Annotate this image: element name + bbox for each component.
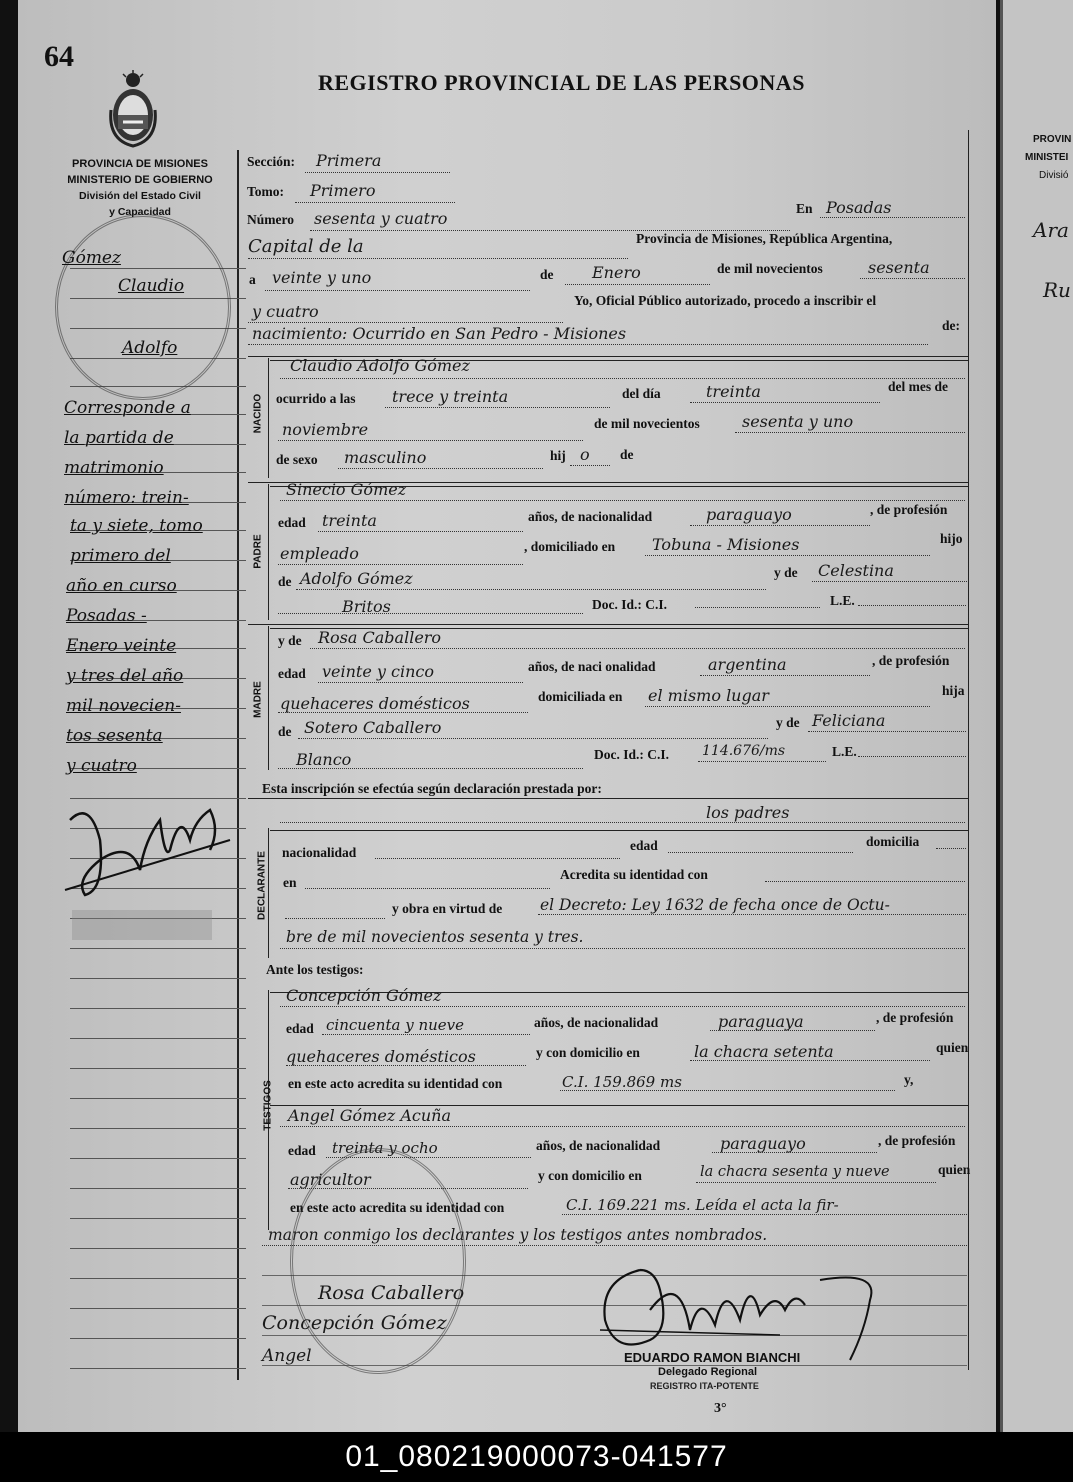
right-border <box>968 130 969 1370</box>
field-t2-dom: la chacra sesenta y nueve <box>700 1164 890 1180</box>
field-seccion: Primera <box>316 151 382 170</box>
margin-note-line: número: trein- <box>64 488 189 508</box>
field-mes: Enero <box>592 263 641 282</box>
label-domiciliado: , domiciliado en <box>524 539 616 554</box>
field-en: Posadas <box>826 198 892 217</box>
field-t1-edad: cincuenta y nueve <box>326 1016 464 1034</box>
label-en-este-acto-2: en este acto acredita su identidad con <box>290 1200 505 1215</box>
label-de-colon: de: <box>942 318 960 333</box>
field-padre-nombre: Sinecio Gómez <box>286 480 407 499</box>
label-hij: hij <box>550 448 566 463</box>
label-y-coma: y, <box>904 1072 914 1087</box>
officer-subtitle: REGISTRO ITA-POTENTE <box>650 1381 759 1391</box>
label-de-sexo: de sexo <box>276 452 318 467</box>
label-en-este-acto: en este acto acredita su identidad con <box>288 1076 503 1091</box>
label-en: En <box>796 201 813 216</box>
label-de-profesion-2: , de profesión <box>872 653 950 668</box>
field-anio: sesenta <box>868 258 930 277</box>
field-t1-dom: la chacra setenta <box>694 1042 834 1061</box>
field-padre-madre-2: Britos <box>342 597 391 616</box>
margin-note-line: Corresponde a <box>64 398 191 418</box>
label-de-profesion: , de profesión <box>870 502 948 517</box>
section-declarante: DECLARANTE <box>256 851 268 920</box>
adjacent-page <box>1000 0 1073 1432</box>
margin-note-line: tos sesenta <box>66 726 163 746</box>
section-testigos: TESTIGOS <box>262 1080 274 1131</box>
field-dia-nac: treinta <box>706 382 761 401</box>
field-madre-nombre: Rosa Caballero <box>318 628 442 647</box>
label-y-obra: y obra en virtud de <box>392 901 503 916</box>
label-de-mil: de mil novecientos <box>717 261 823 276</box>
margin-note-line: mil novecien- <box>66 696 181 716</box>
field-anio-nac: sesenta y uno <box>742 412 854 431</box>
label-del-mes: del mes de <box>888 379 948 394</box>
margin-note-line: Adolfo <box>122 338 178 358</box>
adjacent-header-1: PROVIN <box>1033 134 1072 145</box>
field-padre-prof: empleado <box>280 544 359 563</box>
adjacent-handwriting-1: Ara <box>1033 218 1069 242</box>
page-title: REGISTRO PROVINCIAL DE LAS PERSONAS <box>318 70 805 95</box>
label-le-2: L.E. <box>832 744 857 759</box>
province-name: PROVINCIA DE MISIONES <box>72 158 208 170</box>
field-madre-madre: Feliciana <box>812 711 886 730</box>
label-quien: quien <box>936 1040 969 1055</box>
adjacent-header-2: MINISTEI <box>1025 152 1069 163</box>
field-madre-prof: quehaceres domésticos <box>280 694 470 713</box>
label-edad: edad <box>278 515 306 530</box>
officer-title: Delegado Regional <box>658 1366 758 1378</box>
label-y-de-madre: y de <box>278 633 302 648</box>
field-t2-prof: agricultor <box>290 1170 371 1189</box>
margin-divider <box>237 150 239 1380</box>
field-t1-ci: C.I. 159.869 ms <box>562 1073 682 1091</box>
field-t2-ci-2: maron conmigo los declarantes y los testigos antes nombrados. <box>268 1226 768 1244</box>
label-esta-inscripcion: Esta inscripción se efectúa según declaración prestada por: <box>262 781 602 796</box>
label-en-declarante: en <box>283 875 297 890</box>
label-yo: Yo, Oficial Público autorizado, procedo a inscribir el <box>574 293 877 308</box>
division-name: División del Estado Civil <box>79 190 201 202</box>
field-hij: o <box>580 445 590 464</box>
field-madre-edad: veinte y cinco <box>322 662 435 681</box>
label-acredita: Acredita su identidad con <box>560 867 708 882</box>
field-sexo: masculino <box>344 448 427 467</box>
field-padre-edad: treinta <box>322 511 377 530</box>
section-nacido: NACIDO <box>252 393 264 434</box>
officer-name: EDUARDO RAMON BIANCHI <box>624 1350 801 1365</box>
page-number: 64 <box>44 40 74 73</box>
margin-note-line: matrimonio <box>64 458 164 478</box>
label-doc-id: Doc. Id.: C.I. <box>592 597 668 612</box>
label-tomo: Tomo: <box>247 184 285 199</box>
field-t2-ci: C.I. 169.221 ms. Leída el acta la fir- <box>566 1196 839 1214</box>
label-de-profesion-t2: , de profesión <box>878 1133 956 1148</box>
label-de-profesion-t1: , de profesión <box>876 1010 954 1025</box>
province-header <box>40 156 240 220</box>
label-edad-t2: edad <box>288 1143 316 1158</box>
label-domiciliada: domiciliada en <box>538 689 623 704</box>
field-padre-nac: paraguayo <box>706 505 792 524</box>
field-tomo: Primero <box>310 181 376 200</box>
field-madre-ci: 114.676/ms <box>702 743 786 759</box>
margin-note-line: y tres del año <box>66 666 184 686</box>
label-quien-2: quien <box>938 1162 971 1177</box>
division-name-2: y Capacidad <box>109 206 171 218</box>
margin-note-line: Claudio <box>118 276 185 296</box>
margin-note-line: Enero veinte <box>66 636 177 656</box>
field-declarante: los padres <box>706 803 790 822</box>
label-le: L.E. <box>830 593 855 608</box>
adjacent-handwriting-2: Ru <box>1043 278 1071 302</box>
field-capital: Capital de la <box>248 236 364 257</box>
field-nombre: Claudio Adolfo Gómez <box>290 356 470 375</box>
label-anios-nac-2: años, de naci onalidad <box>528 659 656 674</box>
margin-note-line: año en curso <box>66 576 177 596</box>
field-t2-edad: treinta y ocho <box>332 1139 438 1157</box>
label-hija: hija <box>942 683 965 698</box>
label-anios-nac-t2: años, de nacionalidad <box>536 1138 661 1153</box>
label-seccion: Sección: <box>247 154 295 169</box>
label-de-2: de <box>620 447 634 462</box>
label-y-de: y de <box>774 565 798 580</box>
field-padre-dom: Tobuna - Misiones <box>652 535 800 554</box>
field-mes-nac: noviembre <box>282 420 369 439</box>
signature-witness-1: Concepción Gómez <box>262 1312 447 1334</box>
field-t1-nac: paraguaya <box>718 1012 804 1031</box>
label-domicilia: domicilia <box>866 834 920 849</box>
margin-note-line: la partida de <box>64 428 174 448</box>
label-de: de <box>540 267 554 282</box>
margin-note-line: primero del <box>70 546 171 566</box>
margin-note-line: Posadas - <box>66 606 147 626</box>
label-ocurrido: ocurrido a las <box>276 391 356 406</box>
field-decreto: el Decreto: Ley 1632 de fecha once de Octu- <box>540 896 890 914</box>
margin-signature-icon <box>60 780 240 920</box>
officer-mark: 3° <box>714 1401 727 1416</box>
label-provincia: Provincia de Misiones, República Argentina, <box>636 231 893 246</box>
registry-seal-stamp <box>55 214 231 400</box>
registry-seal-stamp-2 <box>290 1148 466 1374</box>
margin-note-line: Gómez <box>62 248 121 268</box>
label-y-de-2: y de <box>776 715 800 730</box>
label-numero: Número <box>247 212 294 227</box>
label-anios-nac-t1: años, de nacionalidad <box>534 1015 659 1030</box>
field-numero: sesenta y cuatro <box>314 209 448 228</box>
margin-note-line: ta y siete, tomo <box>70 516 203 536</box>
label-doc-id-2: Doc. Id.: C.I. <box>594 747 670 762</box>
ministry-name: MINISTERIO DE GOBIERNO <box>67 174 213 186</box>
label-del-dia: del día <box>622 386 661 401</box>
label-edad-t1: edad <box>286 1021 314 1036</box>
label-edad-declarante: edad <box>630 838 658 853</box>
argentina-crest-icon <box>108 70 158 148</box>
label-de-3: de <box>278 574 292 589</box>
signature-witness-2: Angel <box>262 1346 312 1366</box>
field-madre-nac: argentina <box>708 655 787 674</box>
label-de-mil-2: de mil novecientos <box>594 416 700 431</box>
section-padre: PADRE <box>252 534 264 569</box>
field-t2-nombre: Angel Gómez Acuña <box>288 1106 452 1125</box>
label-de-madre: de <box>278 724 292 739</box>
field-hora: trece y treinta <box>392 387 509 406</box>
field-dia: veinte y uno <box>272 268 372 287</box>
signature-mother: Rosa Caballero <box>318 1282 465 1304</box>
field-t2-nac: paraguayo <box>720 1134 806 1153</box>
field-decreto-2: bre de mil novecientos sesenta y tres. <box>286 928 584 946</box>
field-madre-dom: el mismo lugar <box>648 686 769 705</box>
label-y-con-domicilio-2: y con domicilio en <box>538 1168 642 1183</box>
field-madre-padre: Sotero Caballero <box>304 718 442 737</box>
label-anios-nac: años, de nacionalidad <box>528 509 653 524</box>
field-padre-padre: Adolfo Gómez <box>300 569 413 588</box>
label-ante-testigos: Ante los testigos: <box>266 962 364 977</box>
label-nacionalidad: nacionalidad <box>282 845 357 860</box>
field-acto: nacimiento: Ocurrido en San Pedro - Misiones <box>252 324 627 343</box>
document-id-footer: 01_080219000073-041577 <box>0 1432 1073 1482</box>
field-padre-madre: Celestina <box>818 561 894 580</box>
label-hijo: hijo <box>940 531 963 546</box>
field-t1-nombre: Concepción Gómez <box>286 986 442 1005</box>
margin-faded-stamp <box>72 910 212 940</box>
label-edad-madre: edad <box>278 666 306 681</box>
adjacent-header-3: Divisió <box>1039 170 1069 181</box>
section-madre: MADRE <box>252 681 264 718</box>
margin-note-line: y cuatro <box>66 756 137 776</box>
field-anio-cont: y cuatro <box>252 302 319 321</box>
field-t1-prof: quehaceres domésticos <box>286 1047 476 1066</box>
label-a: a <box>249 272 256 287</box>
field-madre-madre-2: Blanco <box>296 750 352 769</box>
label-y-con-domicilio: y con domicilio en <box>536 1045 640 1060</box>
